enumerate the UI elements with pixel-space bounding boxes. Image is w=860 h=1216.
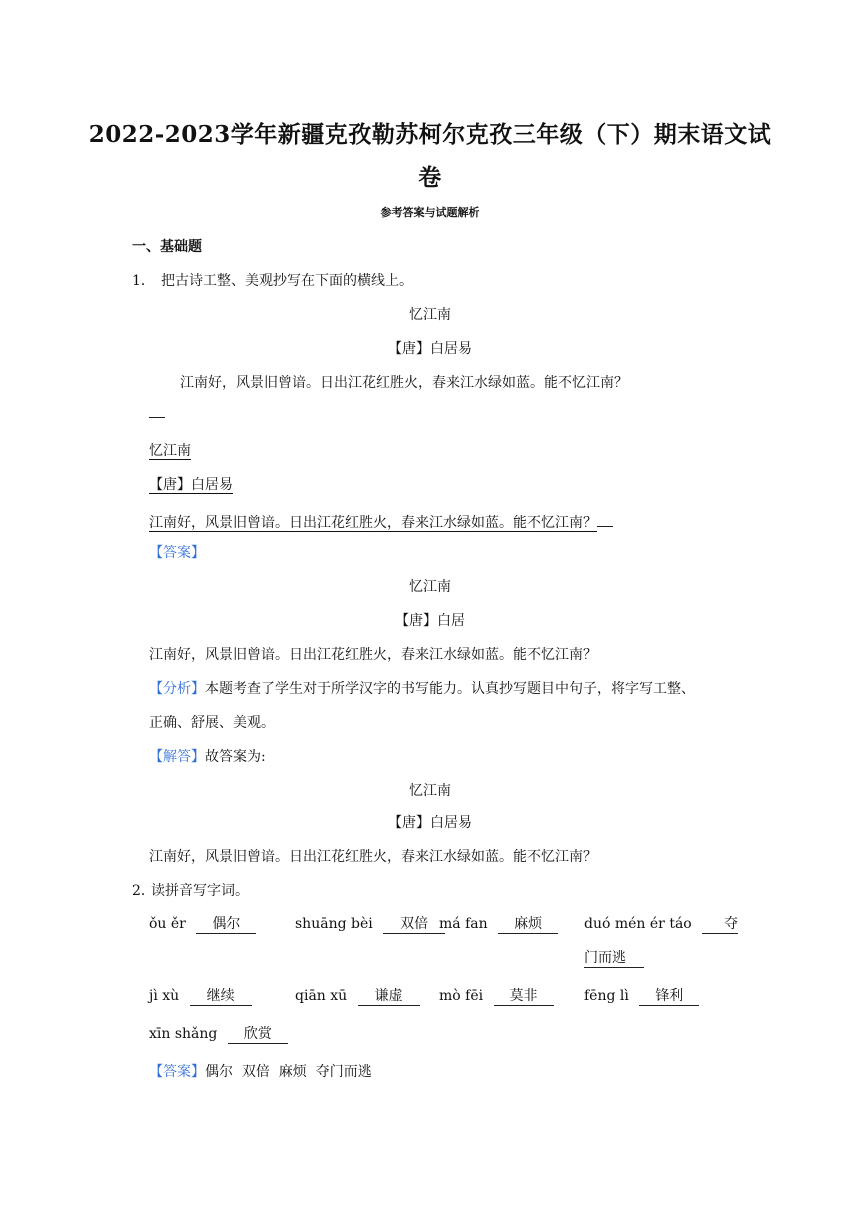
- q1-answer-text: 江南好，风景旧曾谙。日出江花红胜火，春来江水绿如蓝。能不忆江南？: [149, 647, 597, 663]
- q1-analysis: [149, 678, 695, 698]
- q1-solution-title: 忆江南: [409, 783, 451, 799]
- q1-poem-title: 忆江南: [409, 307, 451, 323]
- document-title-line2: 卷: [418, 164, 442, 191]
- q1-solution-label: 【解答】: [149, 749, 205, 765]
- q1-fill-tail-line: [597, 508, 613, 527]
- q2-pinyin: qiān xū: [295, 988, 348, 1004]
- q2-pinyin: mò fēi: [439, 988, 484, 1004]
- q1-solution-author: 【唐】白居易: [388, 815, 472, 831]
- q2-item: [439, 987, 554, 1006]
- q2-item: [295, 915, 445, 934]
- q2-item: [584, 987, 699, 1006]
- q2-prompt: 读拼音写字词。: [151, 883, 249, 899]
- q2-pinyin: fēng lì: [584, 988, 629, 1004]
- q1-solution-text: 江南好，风景旧曾谙。日出江花红胜火，春来江水绿如蓝。能不忆江南？: [149, 849, 597, 865]
- q1-solution-intro: 故答案为:: [205, 749, 266, 765]
- q1-fill-author: 【唐】白居易: [149, 477, 233, 493]
- q1-answer-author: 【唐】白居: [395, 613, 465, 629]
- q2-number: 2．: [132, 883, 155, 899]
- q1-answer-label: 【答案】: [149, 545, 205, 561]
- q1-fill-text-wrap: [149, 508, 613, 532]
- q2-item-continuation: [584, 949, 644, 968]
- q2-answer: 莫非: [494, 987, 554, 1006]
- q1-fill-title: 忆江南: [149, 443, 191, 459]
- q2-item: [149, 987, 252, 1006]
- q2-answer: 偶尔: [196, 915, 256, 934]
- q2-answer-line: [149, 1061, 372, 1081]
- q1-analysis-line1: 本题考查了学生对于所学汉字的书写能力。认真抄写题目中句子，将字写工整、: [205, 681, 695, 697]
- q1-prompt: 把古诗工整、美观抄写在下面的横线上。: [161, 273, 413, 289]
- q1-answer-title: 忆江南: [409, 579, 451, 595]
- q2-answer: 锋利: [639, 987, 699, 1006]
- q1-poem-text: 江南好，风景旧曾谙。日出江花红胜火，春来江水绿如蓝。能不忆江南？: [180, 375, 628, 391]
- q2-answer: 夺: [702, 915, 738, 934]
- q1-fill-text: 江南好，风景旧曾谙。日出江花红胜火，春来江水绿如蓝。能不忆江南？: [149, 515, 597, 531]
- q2-answer-label: 【答案】: [149, 1064, 205, 1080]
- q2-item: [439, 915, 558, 934]
- q2-item: [149, 1025, 288, 1044]
- document-title-line1: 2022-2023学年新疆克孜勒苏柯尔克孜三年级（下）期末语文试: [88, 121, 772, 148]
- q2-pinyin: ǒu ěr: [149, 916, 186, 932]
- q2-answer: 麻烦: [498, 915, 558, 934]
- q1-blank-line: [149, 417, 165, 418]
- q2-pinyin: duó mén ér táo: [584, 916, 692, 932]
- q2-item: [584, 915, 738, 934]
- q2-answer: 欣赏: [228, 1025, 288, 1044]
- q1-solution: [149, 746, 266, 766]
- q2-answer: 门而逃: [584, 949, 644, 968]
- q1-analysis-label: 【分析】: [149, 681, 205, 697]
- q2-answer: 双倍: [383, 915, 445, 934]
- q2-answer-text: 偶尔 双倍 麻烦 夺门而逃: [205, 1064, 372, 1080]
- q2-answer: 谦虚: [358, 987, 420, 1006]
- q1-analysis-line2: 正确、舒展、美观。: [149, 715, 275, 731]
- q2-pinyin: má fan: [439, 916, 488, 932]
- q2-answer: 继续: [190, 987, 252, 1006]
- q2-pinyin: shuāng bèi: [295, 916, 373, 932]
- q1-poem-author: 【唐】白居易: [388, 341, 472, 357]
- section-heading: 一、基础题: [132, 239, 202, 255]
- q1-number: 1．: [132, 273, 155, 289]
- q2-pinyin: jì xù: [149, 988, 180, 1004]
- q2-item: [149, 915, 256, 934]
- q2-item: [295, 987, 420, 1006]
- document-subtitle: 参考答案与试题解析: [380, 206, 480, 219]
- q2-pinyin: xīn shǎng: [149, 1026, 218, 1042]
